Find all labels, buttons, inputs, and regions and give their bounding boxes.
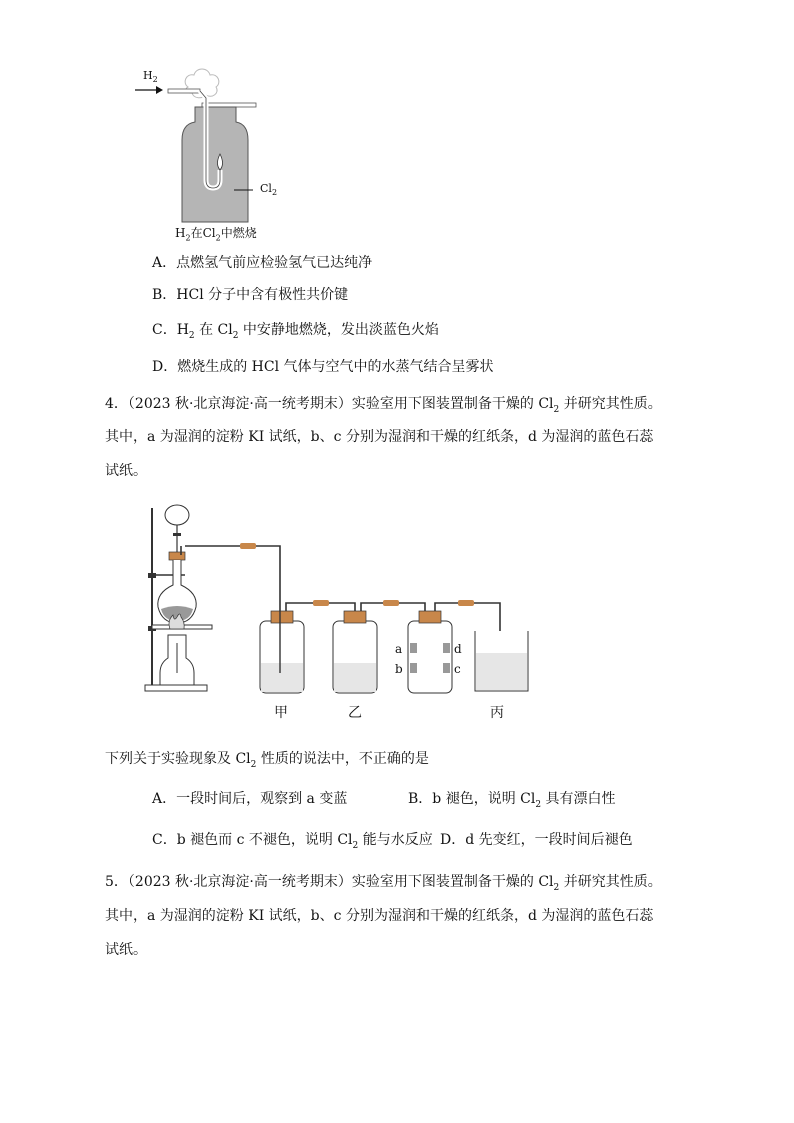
cl2-apparatus-figure (140, 503, 540, 725)
q4-prompt: 下列关于实验现象及 $Cl_2$ 性质的说法中，不正确的是 (105, 751, 429, 770)
q4-option-b: B．b 褪色，说明 $Cl_2$ 具有漂白性 (408, 791, 616, 810)
cl2-apparatus-drawing (140, 503, 540, 725)
h2-cl2-apparatus-drawing (130, 62, 280, 247)
q4-option-a: A．一段时间后，观察到 a 变蓝 (152, 791, 348, 807)
label-a: a (395, 642, 403, 656)
q4-stem-line1: 4．（2023 秋·北京海淀·高一统考期末）实验室用下图装置制备干燥的 $Cl_2$ 并研究其性质。 (105, 396, 662, 415)
q4-option-c: C．b 褪色而 c 不褪色，说明 $Cl_2$ 能与水反应 (152, 832, 433, 851)
label-jia: 甲 (274, 705, 288, 721)
h2-label: $H_2$ (143, 69, 158, 85)
label-yi: 乙 (348, 705, 362, 721)
q3-option-c: C．$H_2$ 在 $Cl_2$ 中安静地燃烧，发出淡蓝色火焰 (152, 322, 439, 341)
figure1-caption: $H_2$在$Cl_2$中燃烧 (175, 226, 257, 243)
cl2-label: $Cl_2$ (260, 182, 278, 198)
q5-stem-line1: 5．（2023 秋·北京海淀·高一统考期末）实验室用下图装置制备干燥的 $Cl_2$ 并研究其性质。 (105, 874, 662, 893)
label-c: c (454, 662, 461, 676)
q3-option-a: A．点燃氢气前应检验氢气已达纯净 (152, 255, 373, 271)
label-d: d (454, 642, 462, 656)
q3-option-b: B．HCl 分子中含有极性共价键 (152, 287, 349, 303)
q4-stem-line3: 试纸。 (105, 463, 147, 479)
label-b: b (395, 662, 403, 676)
q3-option-d: D．燃烧生成的 HCl 气体与空气中的水蒸气结合呈雾状 (152, 359, 494, 375)
label-bing: 丙 (490, 705, 504, 721)
h2-cl2-figure (130, 62, 280, 247)
q5-stem-line3: 试纸。 (105, 942, 147, 958)
q5-stem-line2: 其中，a 为湿润的淀粉 KI 试纸，b、c 分别为湿润和干燥的红纸条，d 为湿润的蓝色石蕊 (105, 908, 654, 924)
q4-stem-line2: 其中，a 为湿润的淀粉 KI 试纸，b、c 分别为湿润和干燥的红纸条，d 为湿润的蓝色石蕊 (105, 429, 654, 445)
q4-option-d: D．d 先变红，一段时间后褪色 (440, 832, 633, 848)
